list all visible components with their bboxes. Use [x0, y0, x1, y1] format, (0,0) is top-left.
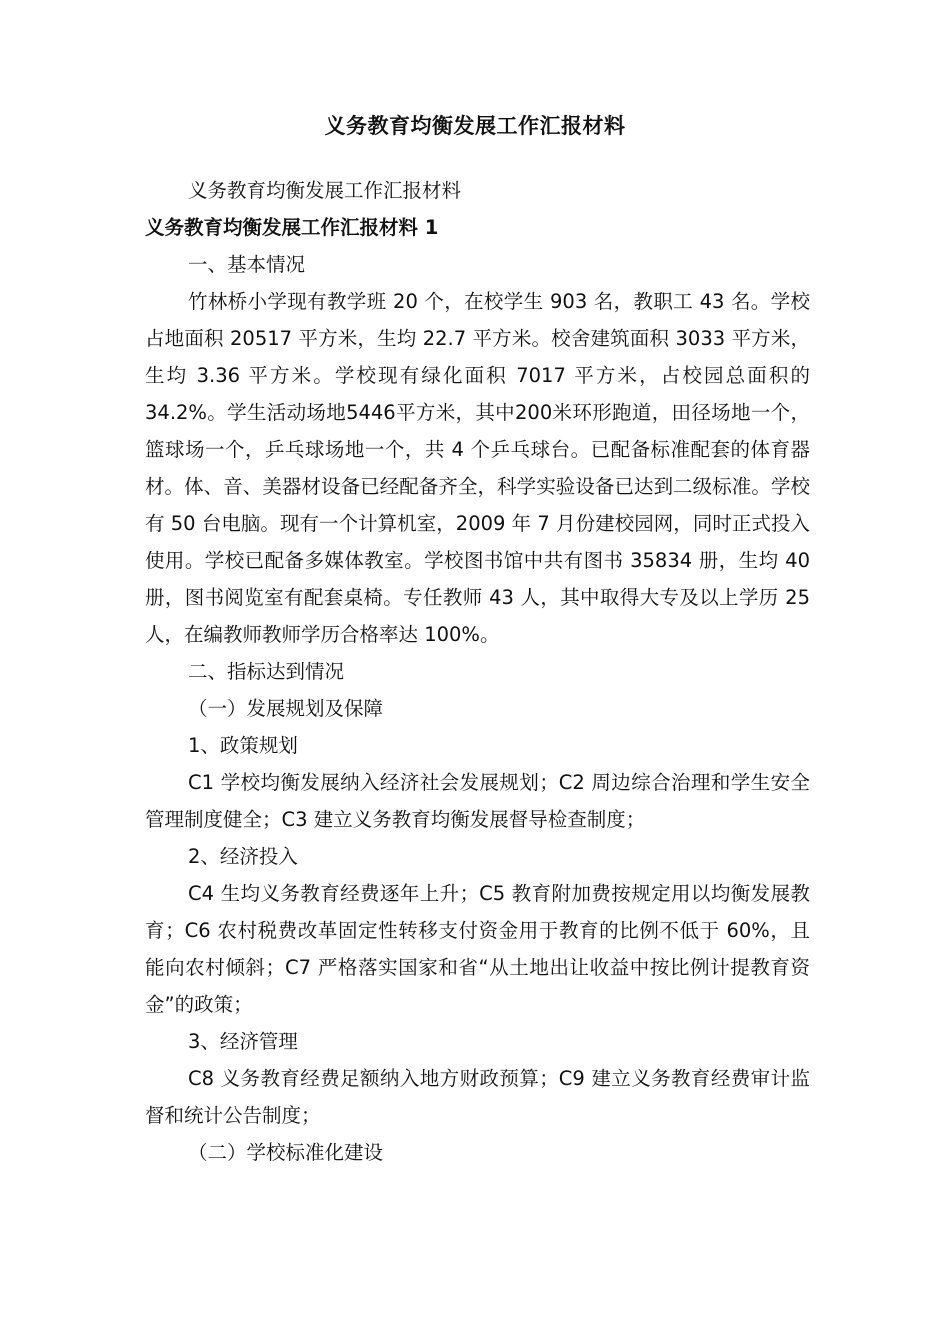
section-heading: 义务教育均衡发展工作汇报材料 1	[145, 216, 439, 239]
paragraph: 竹林桥小学现有教学班 20 个，在校学生 903 名，教职工 43 名。学校占地面积 20517 平方米，生均 22.7 平方米。校舍建筑面积 3033 平方米，生均 3.36 平方米。学校现有绿化面积 7017 平方米，占校园总面积的34.2%。学生活动场地5446平方米，其中200米环形跑道，田径场地一个，篮球场一个，乒乓球场地一个，共 4 个乒乓球台。已配备标准配套的体育器材。体、音、美器材设备已经配备齐全，科学实验设备已达到二级标准。学校有 50 台电脑。现有一个计算机室，2009 年 7 月份建校园网，同时正式投入使用。学校已配备多媒体教室。学校图书馆中共有图书 35834 册，生均 40 册，图书阅览室有配套桌椅。专任教师 43 人，其中取得大专及以上学历 25 人，在编教师教师学历合格率达 100%。	[145, 290, 810, 646]
paragraph: C1 学校均衡发展纳入经济社会发展规划；C2 周边综合治理和学生安全管理制度健全；C3 建立义务教育均衡发展督导检查制度；	[145, 771, 810, 831]
paragraph: C4 生均义务教育经费逐年上升；C5 教育附加费按规定用以均衡发展教育；C6 农村税费改革固定性转移支付资金用于教育的比例不低于 60%，且能向农村倾斜；C7 严格落实国家和省“从土地出让收益中按比例计提教育资金”的政策；	[145, 882, 810, 1016]
paragraph: （一）发展规划及保障	[188, 697, 384, 720]
paragraph: （二）学校标准化建设	[188, 1141, 384, 1164]
paragraph: 二、指标达到情况	[188, 660, 345, 683]
paragraph: 3、经济管理	[188, 1030, 298, 1053]
paragraph: 2、经济投入	[188, 845, 298, 868]
paragraph: 1、政策规划	[188, 734, 298, 757]
paragraph: 一、基本情况	[188, 253, 306, 276]
paragraph: 义务教育均衡发展工作汇报材料	[188, 179, 462, 202]
document-title: 义务教育均衡发展工作汇报材料	[324, 114, 626, 138]
document-body	[145, 172, 810, 1171]
paragraph: C8 义务教育经费足额纳入地方财政预算；C9 建立义务教育经费审计监督和统计公告制度；	[145, 1067, 810, 1127]
